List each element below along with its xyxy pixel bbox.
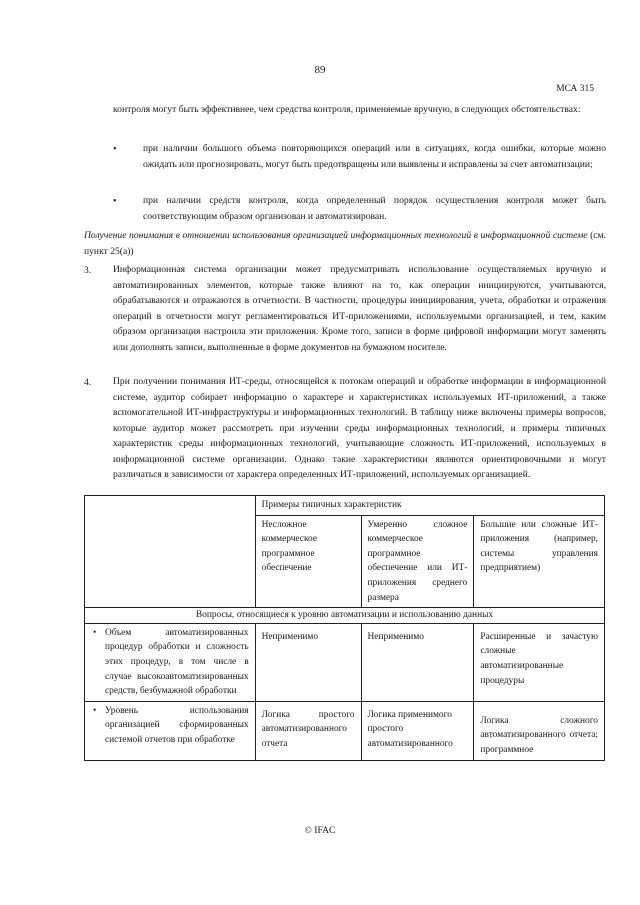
cell-moderate: Неприменимо (361, 623, 474, 701)
paragraph-4: При получении понимания ИТ-среды, относящейся к потокам операций и обработке информации в информационной системе, аудитор собирает информацию о характере и характеристиках используемых ИТ-приложений, а также вспомогательной ИТ-инфраструктуры и информационных технологий. В таблицу ниже включены примеры вопросов, которые аудитор может рассмотреть при изучении среды информационных технологий, и примеры типичных характеристик среды информационных технологий, учитывающие сложность ИТ-приложений, используемых в информационной системе организации. Однако такие характеристики являются ориентировочными и могут различаться в зависимости от характера определенных ИТ-приложений, используемых организацией. (113, 376, 606, 480)
page-number: 89 (314, 64, 326, 76)
subheading (84, 228, 606, 259)
bullet-marker: • (113, 196, 117, 207)
question-text: • Уровень использования организацией сформированных системой отчетов при обработке (105, 704, 249, 748)
bullet-marker: • (113, 144, 117, 155)
cell-simple: Неприменимо (255, 623, 361, 701)
question-cell (85, 623, 256, 701)
footer-copyright: © IFAC (304, 825, 336, 836)
bullet-item-1: при наличии большого объема повторяющихся операций или в ситуациях, когда ошибки, которые можно ожидать или прогнозировать, могут быть предотвращены или выявлены и исправлены за счет автоматизации; (143, 143, 606, 170)
col-header-moderate: Умеренно сложное коммерческое программное обеспечение или ИТ-приложения среднего размера (361, 515, 474, 608)
paragraph-4-number: 4. (84, 377, 92, 388)
question-text: • Объем автоматизированных процедур обработки и сложность этих процедур, в том числе в случае высокоавтоматизированных средств, безбумажной обработки (105, 626, 249, 699)
question-cell (85, 701, 256, 760)
paragraph-3-number: 3. (84, 265, 92, 276)
table-corner-cell (85, 496, 256, 608)
paragraph-3: Информационная система организации может предусматривать использование осуществляемых вручную и автоматизированных элементов, которые также влияют на то, как операции инициируются, учитываются, обрабатываются и отражаются в отчетности. В частности, процедуры инициирования, учета, обработки и отражения операций в отчетности могут регламентироваться ИТ-приложениями, используемыми организацией, и тем, каким образом организация настроила эти приложения. Кроме того, записи в форме цифровой информации могут заменять или дополнять записи, выполненные в форме документов на бумажном носителе. (113, 264, 606, 353)
col-header-complex: Большие или сложные ИТ-приложения (например, системы управления предприятием) (474, 515, 605, 608)
section-heading: Вопросы, относящиеся к уровню автоматизации и использованию данных (85, 608, 605, 624)
bullet-item-2: при наличии средств контроля, когда определенный порядок осуществления контроля может быть соответствующим образом организован и автоматизирован. (143, 195, 606, 222)
col-header-simple: Несложное коммерческое программное обеспечение (255, 515, 361, 608)
table-section-row (85, 608, 605, 624)
cell-complex: Расширенные и зачастую сложные автоматизированные процедуры (474, 623, 605, 701)
header-code: МСА 315 (556, 84, 594, 94)
table-row (85, 701, 605, 760)
intro-paragraph: контроля могут быть эффективнее, чем средства контроля, применяемые вручную, в следующих обстоятельствах: (113, 104, 581, 115)
subheading-reference: (см. пункт 25(а)) (84, 230, 606, 257)
table-row (85, 623, 605, 701)
examples-header: Примеры типичных характеристик (255, 496, 604, 516)
subheading-italic: Получение понимания в отношении использования организацией информационных технологий в информационной системе (84, 230, 588, 241)
table-header-row (85, 496, 605, 516)
cell-moderate: Логика применимого простого автоматизированного (361, 701, 474, 760)
cell-simple: Логика простого автоматизированного отчета (255, 701, 361, 760)
characteristics-table (84, 495, 605, 761)
cell-complex: Логика сложного автоматизированного отчета; программное (474, 701, 605, 760)
